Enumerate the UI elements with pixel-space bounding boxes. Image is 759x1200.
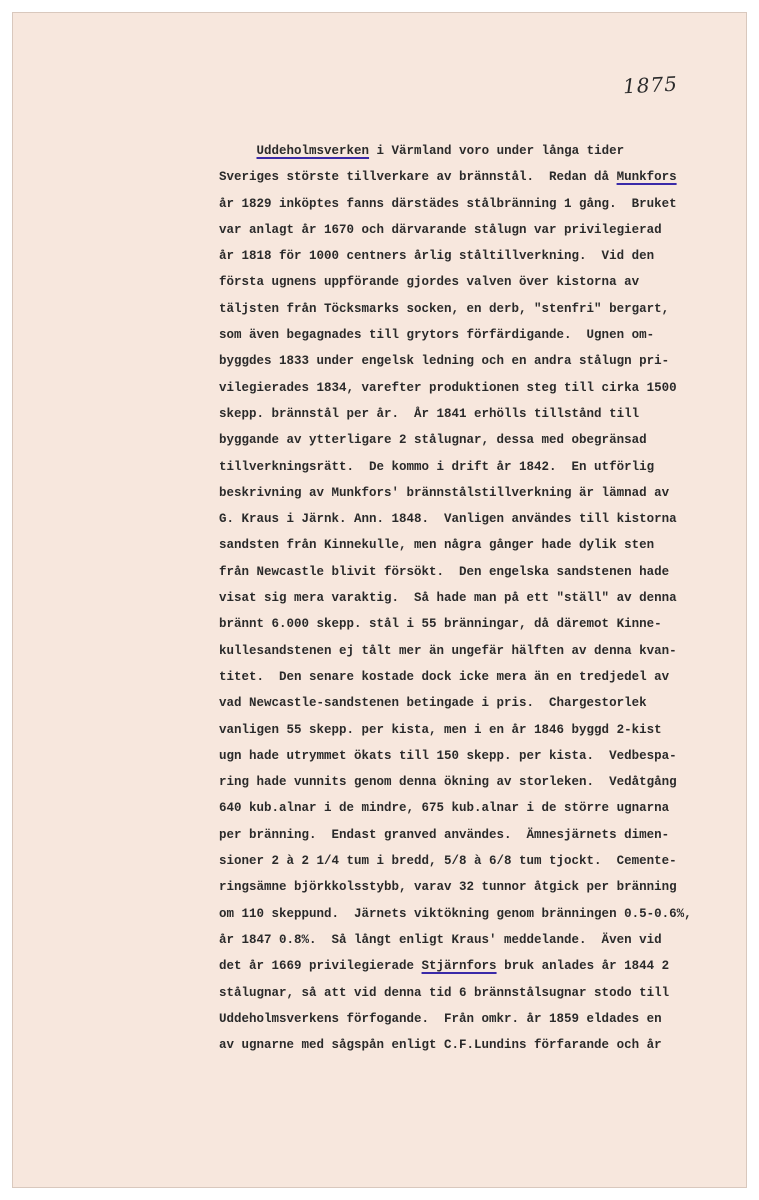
text-line xyxy=(219,375,739,401)
underlined-place-name: Munkfors xyxy=(616,170,677,185)
text-line xyxy=(219,559,739,585)
text-segment: vad Newcastle-sandstenen betingade i pris. Chargestorlek xyxy=(219,696,647,711)
text-segment: i Värmland voro under långa tider xyxy=(369,144,625,158)
text-segment: vanligen 55 skepp. per kista, men i en år 1846 byggd 2-kist xyxy=(219,722,662,737)
text-segment: byggdes 1833 under engelsk ledning och en andra stålugn pri- xyxy=(219,354,670,369)
text-line xyxy=(219,401,739,427)
text-line xyxy=(219,717,739,743)
handwritten-page-note: 1875 xyxy=(622,71,679,99)
text-line xyxy=(219,348,739,374)
text-segment: täljsten från Töcksmarks socken, en derb, "stenfri" bergart, xyxy=(219,301,670,316)
text-line xyxy=(219,454,739,480)
typewritten-body xyxy=(219,138,739,1058)
underlined-place-name: Stjärnfors xyxy=(421,959,497,974)
text-segment: visat sig mera varaktig. Så hade man på ett "ställ" av denna xyxy=(219,591,677,606)
text-segment: år 1818 för 1000 centners årlig ståltillverkning. Vid den xyxy=(219,249,655,264)
text-line xyxy=(219,322,739,348)
text-line xyxy=(219,506,739,532)
text-segment: det år 1669 privilegierade xyxy=(219,959,422,974)
text-segment: brännt 6.000 skepp. stål i 55 bränningar, då däremot Kinne- xyxy=(219,617,662,632)
text-segment: om 110 skeppund. Järnets viktökning genom bränningen 0.5-0.6%, xyxy=(219,906,692,921)
text-line xyxy=(219,953,739,979)
text-line xyxy=(219,664,739,690)
text-line xyxy=(219,532,739,558)
text-line xyxy=(219,901,739,927)
text-segment: var anlagt år 1670 och därvarande stålugn var privilegierad xyxy=(219,222,662,237)
text-segment: 640 kub.alnar i de mindre, 675 kub.alnar i de större ugnarna xyxy=(219,801,670,816)
text-segment: av ugnarne med sågspån enligt C.F.Lundins förfarande och år xyxy=(219,1038,662,1053)
underlined-place-name: Uddeholmsverken xyxy=(256,144,370,158)
text-line xyxy=(219,138,739,164)
text-segment: tillverkningsrätt. De kommo i drift år 1842. En utförlig xyxy=(219,459,655,474)
text-segment: år 1847 0.8%. Så långt enligt Kraus' meddelande. Även vid xyxy=(219,932,662,947)
text-segment: Uddeholmsverkens förfogande. Från omkr. år 1859 eldades en xyxy=(219,1011,662,1026)
text-segment: stålugnar, så att vid denna tid 6 brännstålsugnar stodo till xyxy=(219,985,670,1000)
text-line xyxy=(219,269,739,295)
text-segment: sandsten från Kinnekulle, men några gånger hade dylik sten xyxy=(219,538,655,553)
text-line xyxy=(219,243,739,269)
text-line xyxy=(219,980,739,1006)
text-segment: år 1829 inköptes fanns därstädes stålbränning 1 gång. Bruket xyxy=(219,196,677,211)
text-line xyxy=(219,874,739,900)
text-segment: ringsämne björkkolsstybb, varav 32 tunnor åtgick per bränning xyxy=(219,880,677,895)
text-segment xyxy=(219,144,257,158)
text-segment: som även begagnades till grytors förfärdigande. Ugnen om- xyxy=(219,328,655,343)
text-line xyxy=(219,1032,739,1058)
text-segment: ugn hade utrymmet ökats till 150 skepp. per kista. Vedbespa- xyxy=(219,748,677,763)
text-segment: bruk anlades år 1844 2 xyxy=(496,959,670,974)
document-page xyxy=(12,12,747,1188)
text-segment: Sveriges störste tillverkare av brännstål. Redan då xyxy=(219,170,617,185)
text-line xyxy=(219,480,739,506)
text-line xyxy=(219,848,739,874)
text-line xyxy=(219,1006,739,1032)
text-line xyxy=(219,191,739,217)
text-line xyxy=(219,217,739,243)
text-segment: titet. Den senare kostade dock icke mera än en tredjedel av xyxy=(219,669,670,684)
text-line xyxy=(219,795,739,821)
text-segment: vilegierades 1834, varefter produktionen steg till cirka 1500 xyxy=(219,380,677,395)
text-segment: per bränning. Endast granved användes. Ämnesjärnets dimen- xyxy=(219,827,670,842)
text-segment: ring hade vunnits genom denna ökning av storleken. Vedåtgång xyxy=(219,775,677,790)
text-segment: kullesandstenen ej tålt mer än ungefär hälften av denna kvan- xyxy=(219,643,677,658)
text-line xyxy=(219,822,739,848)
text-segment: G. Kraus i Järnk. Ann. 1848. Vanligen användes till kistorna xyxy=(219,512,677,527)
text-segment: från Newcastle blivit försökt. Den engelska sandstenen hade xyxy=(219,564,670,579)
text-segment: beskrivning av Munkfors' brännstålstillverkning är lämnad av xyxy=(219,485,670,500)
text-line xyxy=(219,638,739,664)
text-line xyxy=(219,164,739,190)
text-line xyxy=(219,427,739,453)
text-line xyxy=(219,296,739,322)
text-line xyxy=(219,769,739,795)
text-segment: byggande av ytterligare 2 stålugnar, dessa med obegränsad xyxy=(219,433,647,448)
text-line xyxy=(219,743,739,769)
text-segment: skepp. brännstål per år. År 1841 erhölls tillstånd till xyxy=(219,406,640,421)
text-line xyxy=(219,690,739,716)
text-segment: sioner 2 à 2 1/4 tum i bredd, 5/8 à 6/8 tum tjockt. Cemente- xyxy=(219,854,677,869)
text-line xyxy=(219,585,739,611)
text-segment: första ugnens uppförande gjordes valven över kistorna av xyxy=(219,275,640,290)
text-line xyxy=(219,927,739,953)
text-line xyxy=(219,611,739,637)
